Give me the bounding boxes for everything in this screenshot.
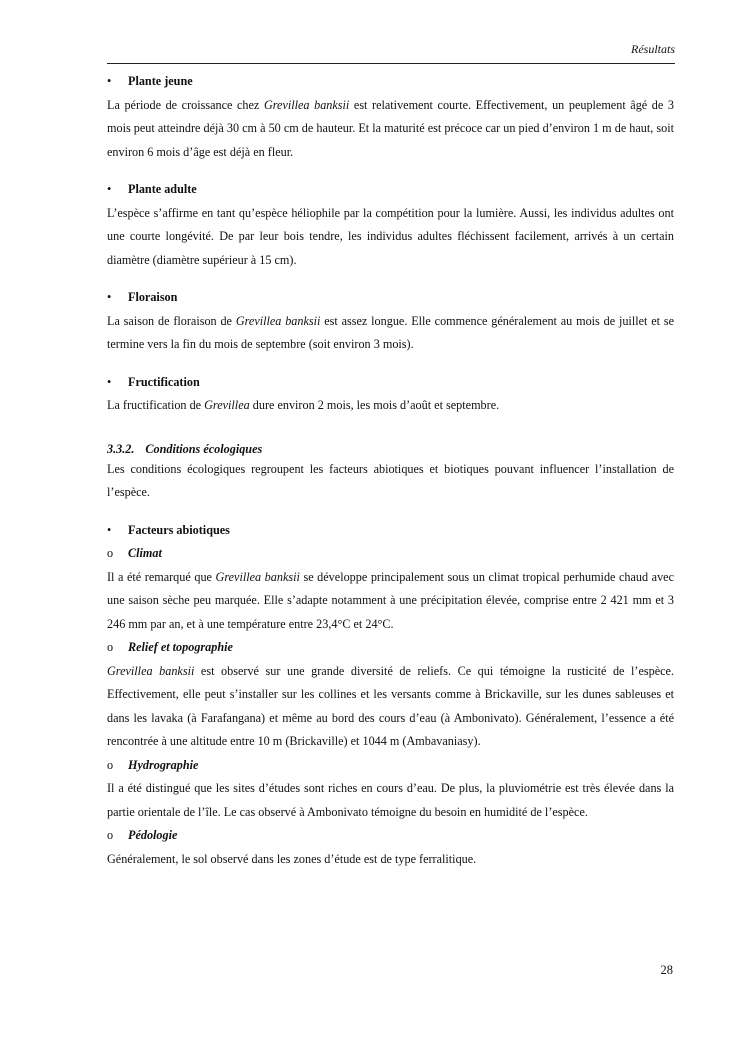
circle-marker: o (107, 828, 114, 842)
text-run: est observé sur une grande diversité de reliefs. Ce qui témoigne la rusticité de l’espèce. Effectivement, elle peut s’installer sur les collines et les versants comme à Brickaville, sur les dunes sableuses et dans les lavaka (à Farafangana) et même au bord des cours d’eau (à Ambonivato). Généralement, l’essence a été rencontrée à une altitude entre 10 m (Brickaville) et 1044 m (Ambavaniasy). (107, 663, 675, 748)
subheading-climat (107, 542, 674, 566)
text-run: est assez longue. Elle commence généralement au mois de juillet et se termine vers la fin du mois de septembre (soit environ 3 mois). (107, 313, 674, 351)
paragraph-hydrographie: Il a été distingué que les sites d’études sont riches en cours d’eau. De plus, la pluviométrie est très élevée dans la partie orientale de l’île. Le cas observé à Ambonivato témoigne du besoin en humidité de l’espèce. (107, 781, 674, 819)
text-run: dure environ 2 mois, les mois d’août et septembre. (249, 398, 500, 412)
heading-plante-adulte (107, 178, 674, 202)
paragraph-plante-adulte: L’espèce s’affirme en tant qu’espèce héliophile par la compétition pour la lumière. Aussi, les individus adultes ont une courte longévité. De par leur bois tendre, les individus adultes fléchissent facilement, arrivés à un certain diamètre (diamètre supérieur à 15 cm). (107, 205, 674, 267)
heading-facteurs-abiotiques (107, 519, 674, 543)
heading-text: Plante jeune (128, 74, 193, 88)
circle-marker: o (107, 640, 114, 654)
section-heading-conditions (107, 441, 674, 458)
text-run: Il a été remarqué que (107, 569, 216, 584)
bullet-marker: • (107, 182, 112, 196)
section-number: 3.3.2. (107, 441, 135, 456)
paragraph-plante-jeune (107, 94, 674, 165)
species-name: Grevillea (204, 398, 250, 412)
running-header: Résultats (631, 42, 675, 56)
paragraph-climat (107, 566, 674, 637)
page-body (107, 70, 674, 871)
text-run: La fructification de (107, 398, 205, 412)
heading-floraison (107, 286, 674, 310)
species-name: Grevillea banksii (263, 97, 350, 112)
species-name: Grevillea banksii (215, 569, 300, 584)
bullet-marker: • (107, 290, 112, 304)
text-run: La période de croissance chez (107, 97, 264, 112)
paragraph-floraison (107, 310, 674, 357)
paragraph-fructification (107, 394, 674, 418)
heading-text: Fructification (128, 374, 200, 389)
bullet-marker: • (107, 522, 112, 537)
subheading-text: Hydrographie (128, 757, 199, 772)
subheading-relief (107, 636, 674, 660)
paragraph-pedologie: Généralement, le sol observé dans les zones d’étude est de type ferralitique. (107, 851, 477, 866)
bullet-marker: • (107, 74, 112, 88)
text-run: se développe principalement sous un climat tropical perhumide chaud avec une saison sèche peu marquée. Elle s’adapte notamment à une précipitation élevée, comprise entre 2 421 mm et 3 246 mm par an, et à une température entre 23,4°C et 24°C. (107, 569, 675, 631)
circle-marker: o (107, 546, 114, 560)
subheading-text: Relief et topographie (128, 640, 233, 654)
heading-text: Facteurs abiotiques (128, 522, 230, 537)
subheading-hydrographie (107, 754, 674, 778)
heading-text: Plante adulte (128, 182, 197, 196)
text-run: est relativement courte. Effectivement, un peuplement âgé de 3 mois peut atteindre déjà 30 cm à 50 cm de hauteur. Et la maturité est précoce car un pied d’environ 1 m de haut, soit environ 6 mois d’âge est déjà en fleur. (107, 97, 674, 159)
bullet-marker: • (107, 374, 112, 389)
paragraph-conditions: Les conditions écologiques regroupent les facteurs abiotiques et biotiques pouvant influencer l’installation de l’espèce. (107, 461, 674, 499)
species-name: Grevillea banksii (235, 313, 321, 328)
subheading-pedologie (107, 824, 674, 848)
species-name: Grevillea banksii (107, 663, 195, 678)
subheading-text: Climat (128, 546, 162, 560)
paragraph-relief (107, 660, 674, 754)
heading-text: Floraison (128, 290, 178, 304)
section-title-text: Conditions écologiques (145, 441, 263, 456)
heading-plante-jeune (107, 70, 674, 94)
page-number: 28 (660, 963, 673, 977)
header-rule (107, 63, 675, 64)
heading-fructification (107, 371, 674, 395)
text-run: La saison de floraison de (107, 313, 236, 328)
circle-marker: o (107, 757, 114, 772)
subheading-text: Pédologie (128, 828, 178, 842)
